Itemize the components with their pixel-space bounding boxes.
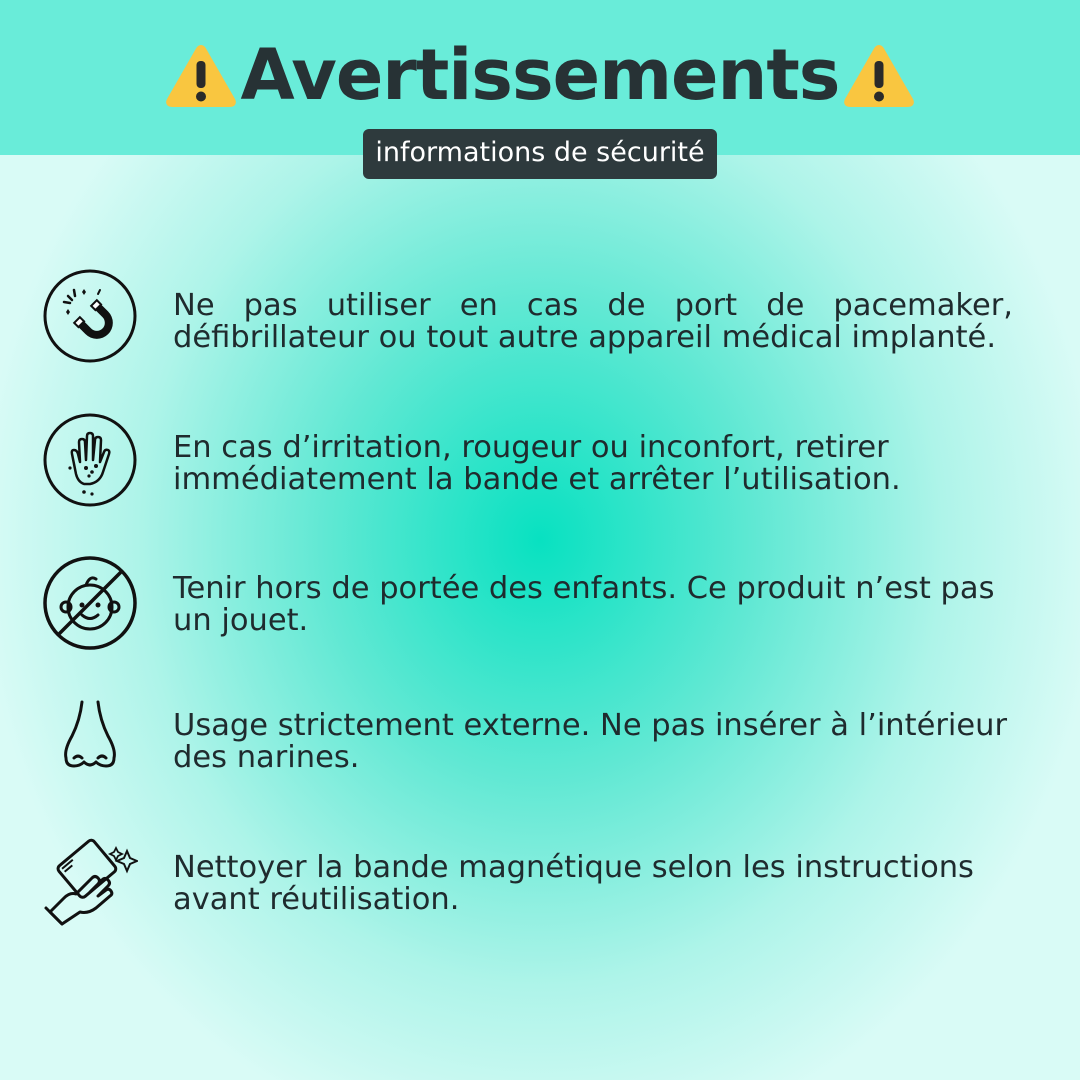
page-title: Avertissements [240, 34, 840, 116]
irritated-hand-icon [42, 412, 138, 508]
warning-text: En cas d’irritation, rougeur ou inconfort, retirer immédiatement la bande et arrêter l’utilisation. [173, 430, 901, 497]
cleaning-hand-icon [42, 834, 138, 930]
warning-text: Nettoyer la bande magnétique selon les instructions avant réutilisation. [173, 850, 974, 917]
title-row [0, 30, 1080, 120]
warning-text: Tenir hors de portée des enfants. Ce produit n’est pas un jouet. [173, 571, 995, 638]
warning-icon [163, 40, 239, 110]
no-children-icon [42, 555, 138, 651]
magnet-icon [42, 268, 138, 364]
subtitle-wrap [0, 129, 1080, 179]
nose-icon [42, 692, 138, 788]
subtitle-badge: informations de sécurité [363, 129, 716, 179]
warning-text: Usage strictement externe. Ne pas insérer à l’intérieur des narines. [173, 708, 1007, 775]
warning-icon [841, 40, 917, 110]
warning-text: Ne pas utiliser en cas de port de pacemaker, défibrillateur ou tout autre appareil médical implanté. [173, 288, 1013, 355]
